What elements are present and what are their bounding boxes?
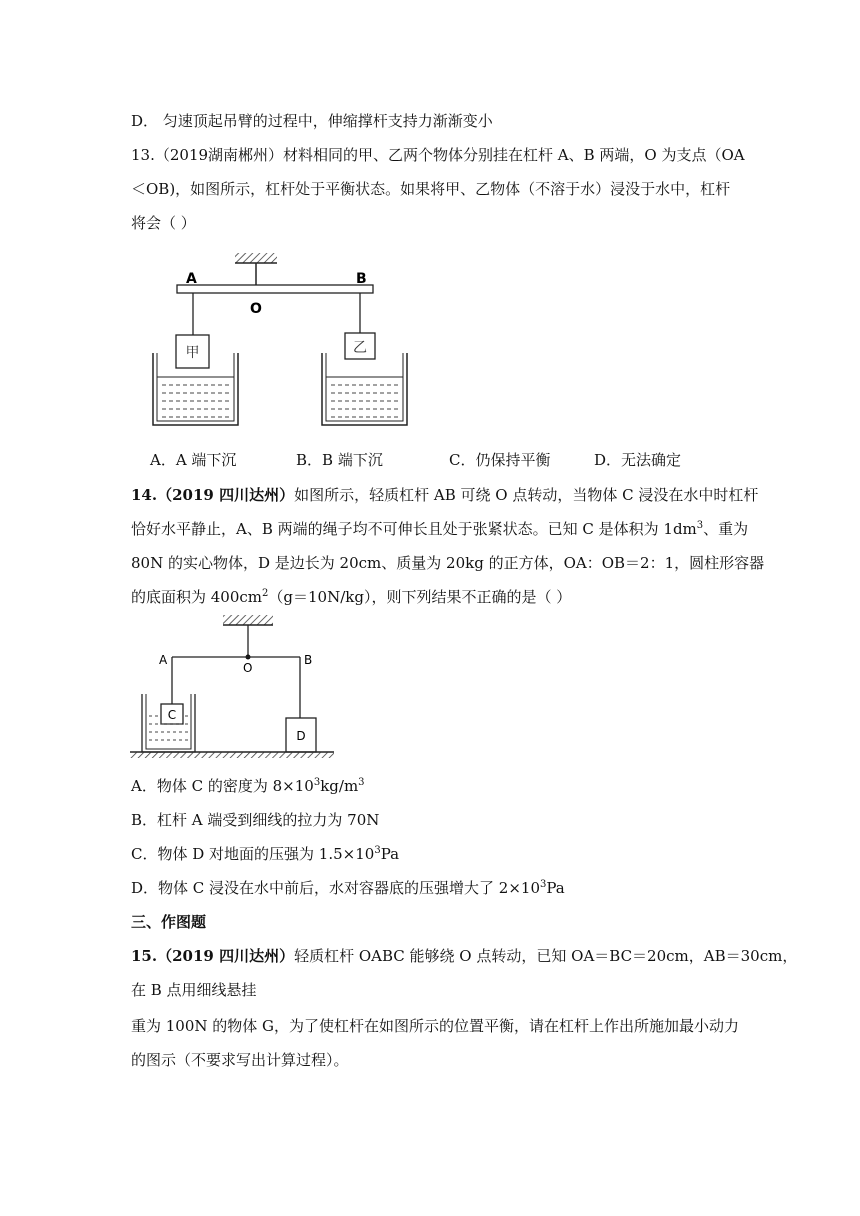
q13-block-jia: 甲 bbox=[185, 345, 200, 361]
q14-option-d: D．物体 C 浸没在水中前后，水对容器底的压强增大了 $2\times 10^3Pa$ bbox=[131, 879, 565, 897]
q14-option-c: C．物体 D 对地面的压强为 $1.5\times 10^3Pa$ bbox=[131, 845, 400, 863]
q14-number: 14. bbox=[131, 486, 158, 504]
q14-source: （2019 四川达州） bbox=[157, 486, 295, 504]
q15-source: （2019 四川达州） bbox=[157, 947, 295, 965]
q15-line-3: 重为 100N 的物体 G，为了使杠杆在如图所示的位置平衡，请在杠杆上作出所施加最小动力 bbox=[131, 1017, 740, 1035]
q14-label-b: B bbox=[304, 653, 313, 667]
q14-lever-figure bbox=[128, 612, 338, 762]
q14-line-1: 14.（2019 四川达州）如图所示，轻质杠杆 AB 可绕 O 点转动，当物体 C 浸没在水中时杠杆 bbox=[131, 486, 759, 504]
q14-block-c: C bbox=[167, 708, 177, 722]
q15-line-1: 15.（2019 四川达州）轻质杠杆 OABC 能够绕 O 点转动，已知 OA＝BC＝20cm，AB＝30cm， bbox=[131, 947, 798, 965]
q14-block-d: D bbox=[296, 729, 306, 743]
q14-option-a: A．物体 C 的密度为 $8\times 10^3kg/m^3$ bbox=[131, 777, 365, 795]
q14-label-a: A bbox=[159, 653, 168, 667]
q15-number: 15. bbox=[131, 947, 158, 965]
q14-line-4: 的底面积为 $400cm^2(g=10N/kg)$，则下列结果不正确的是（ ） bbox=[131, 588, 572, 606]
section-title: 三、作图题 bbox=[131, 913, 207, 931]
q13-lever-figure bbox=[140, 245, 420, 435]
q15-line-4: 的图示（不要求写出计算过程）。 bbox=[131, 1051, 349, 1069]
q13-option-a: A．A 端下沉 bbox=[150, 451, 237, 469]
q12-option-d: D． 匀速顶起吊臂的过程中，伸缩撑杆支持力渐渐变小 bbox=[131, 112, 493, 130]
q13-line-3: 将会（ ） bbox=[131, 214, 196, 232]
q14-label-o: O bbox=[243, 661, 253, 675]
q14-option-b: B．杠杆 A 端受到细线的拉力为 70N bbox=[131, 811, 380, 829]
q13-label-o: O bbox=[250, 301, 262, 317]
q13-line-2: ＜OB)，如图所示，杠杆处于平衡状态。如果将甲、乙物体（不溶于水）浸没于水中，杠杆 bbox=[131, 180, 731, 198]
q13-label-b: B bbox=[356, 271, 367, 287]
q13-option-d: D．无法确定 bbox=[594, 451, 682, 469]
q13-block-yi: 乙 bbox=[353, 340, 367, 356]
q13-option-b: B．B 端下沉 bbox=[296, 451, 383, 469]
q13-line-1: 13.（2019湖南郴州）材料相同的甲、乙两个物体分别挂在杠杆 A、B 两端，O 为支点（OA bbox=[131, 146, 745, 164]
q15-line-2: 在 B 点用细线悬挂 bbox=[131, 981, 257, 999]
q13-option-c: C．仍保持平衡 bbox=[449, 451, 551, 469]
q13-label-a: A bbox=[186, 271, 197, 287]
q14-line-2: 恰好水平静止，A、B 两端的绳子均不可伸长且处于张紧状态。已知 C 是体积为 $1dm^3$、重为 bbox=[131, 520, 749, 538]
q14-line-3: 80N 的实心物体，D 是边长为 20cm、质量为 20kg 的正方体，OA：OB＝2：1，圆柱形容器 bbox=[131, 554, 765, 572]
